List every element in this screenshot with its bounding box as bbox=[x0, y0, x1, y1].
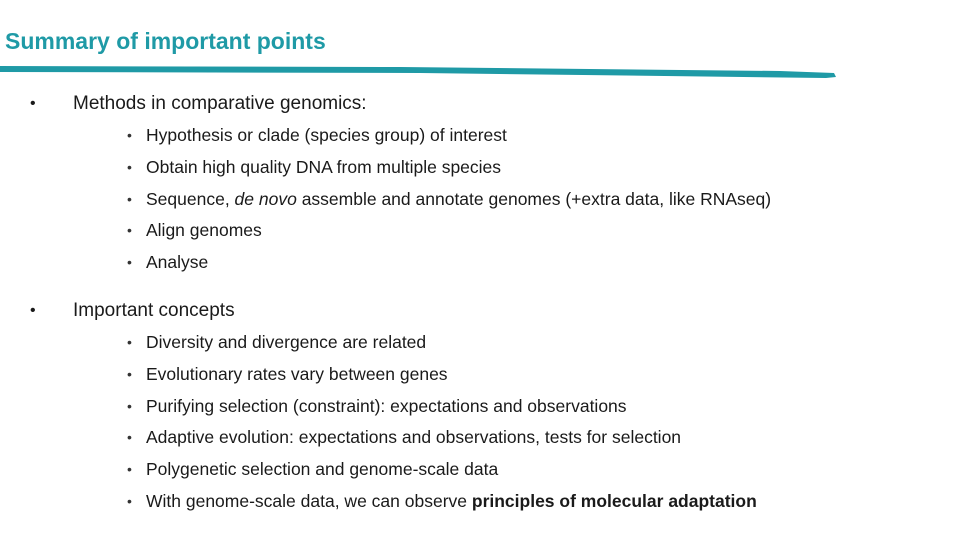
section-heading: Important concepts bbox=[73, 299, 235, 321]
list-item-text: Analyse bbox=[146, 252, 209, 273]
section-gap bbox=[30, 279, 771, 297]
bullet-list bbox=[30, 90, 771, 518]
slide-title: Summary of important points bbox=[5, 28, 326, 54]
list-item-text: Obtain high quality DNA from multiple species bbox=[146, 156, 502, 177]
bullet-icon: • bbox=[127, 397, 132, 414]
sub-list bbox=[73, 120, 771, 279]
list-item bbox=[103, 454, 771, 486]
list-item-strong: principles of molecular adaptation bbox=[471, 490, 757, 511]
list-item bbox=[103, 120, 771, 152]
bullet-icon: • bbox=[30, 301, 36, 319]
bullet-icon: • bbox=[127, 158, 132, 175]
section-concepts bbox=[30, 297, 771, 518]
bullet-icon: • bbox=[30, 95, 36, 112]
list-item bbox=[103, 247, 771, 279]
list-item-emphasis: de novo bbox=[234, 188, 297, 209]
bullet-icon: • bbox=[127, 190, 132, 207]
bullet-icon: • bbox=[127, 429, 132, 446]
section-heading: Methods in comparative genomics: bbox=[73, 93, 367, 114]
list-item bbox=[103, 422, 771, 454]
list-item bbox=[103, 215, 771, 247]
list-item-text-after: assemble and annotate genomes (+extra data, like RNAseq) bbox=[296, 188, 772, 209]
bullet-icon: • bbox=[127, 222, 132, 239]
bullet-icon: • bbox=[127, 365, 132, 382]
bullet-icon: • bbox=[127, 127, 132, 143]
list-item-text-before: Sequence, bbox=[146, 188, 235, 209]
list-item-text: Adaptive evolution: expectations and observations, tests for selection bbox=[146, 427, 682, 448]
list-item bbox=[103, 486, 771, 518]
section-methods bbox=[30, 90, 771, 279]
bullet-icon: • bbox=[127, 492, 132, 509]
list-item bbox=[103, 184, 771, 216]
list-item-text: Diversity and divergence are related bbox=[146, 331, 427, 352]
list-item-text: Hypothesis or clade (species group) of interest bbox=[146, 125, 507, 145]
list-item bbox=[103, 327, 771, 359]
list-item bbox=[103, 359, 771, 391]
list-item-text: Evolutionary rates vary between genes bbox=[146, 363, 448, 384]
title-underline bbox=[0, 58, 840, 80]
bullet-icon: • bbox=[127, 461, 132, 478]
list-item-text-before: With genome-scale data, we can observe bbox=[146, 490, 472, 511]
bullet-icon: • bbox=[127, 333, 132, 350]
list-item-text: Polygenetic selection and genome-scale data bbox=[146, 459, 499, 480]
list-item bbox=[103, 152, 771, 184]
list-item-text: Purifying selection (constraint): expectations and observations bbox=[146, 395, 627, 416]
bullet-icon: • bbox=[127, 254, 132, 271]
list-item-text: Align genomes bbox=[146, 220, 262, 241]
list-item bbox=[103, 391, 771, 423]
sub-list bbox=[73, 327, 771, 518]
